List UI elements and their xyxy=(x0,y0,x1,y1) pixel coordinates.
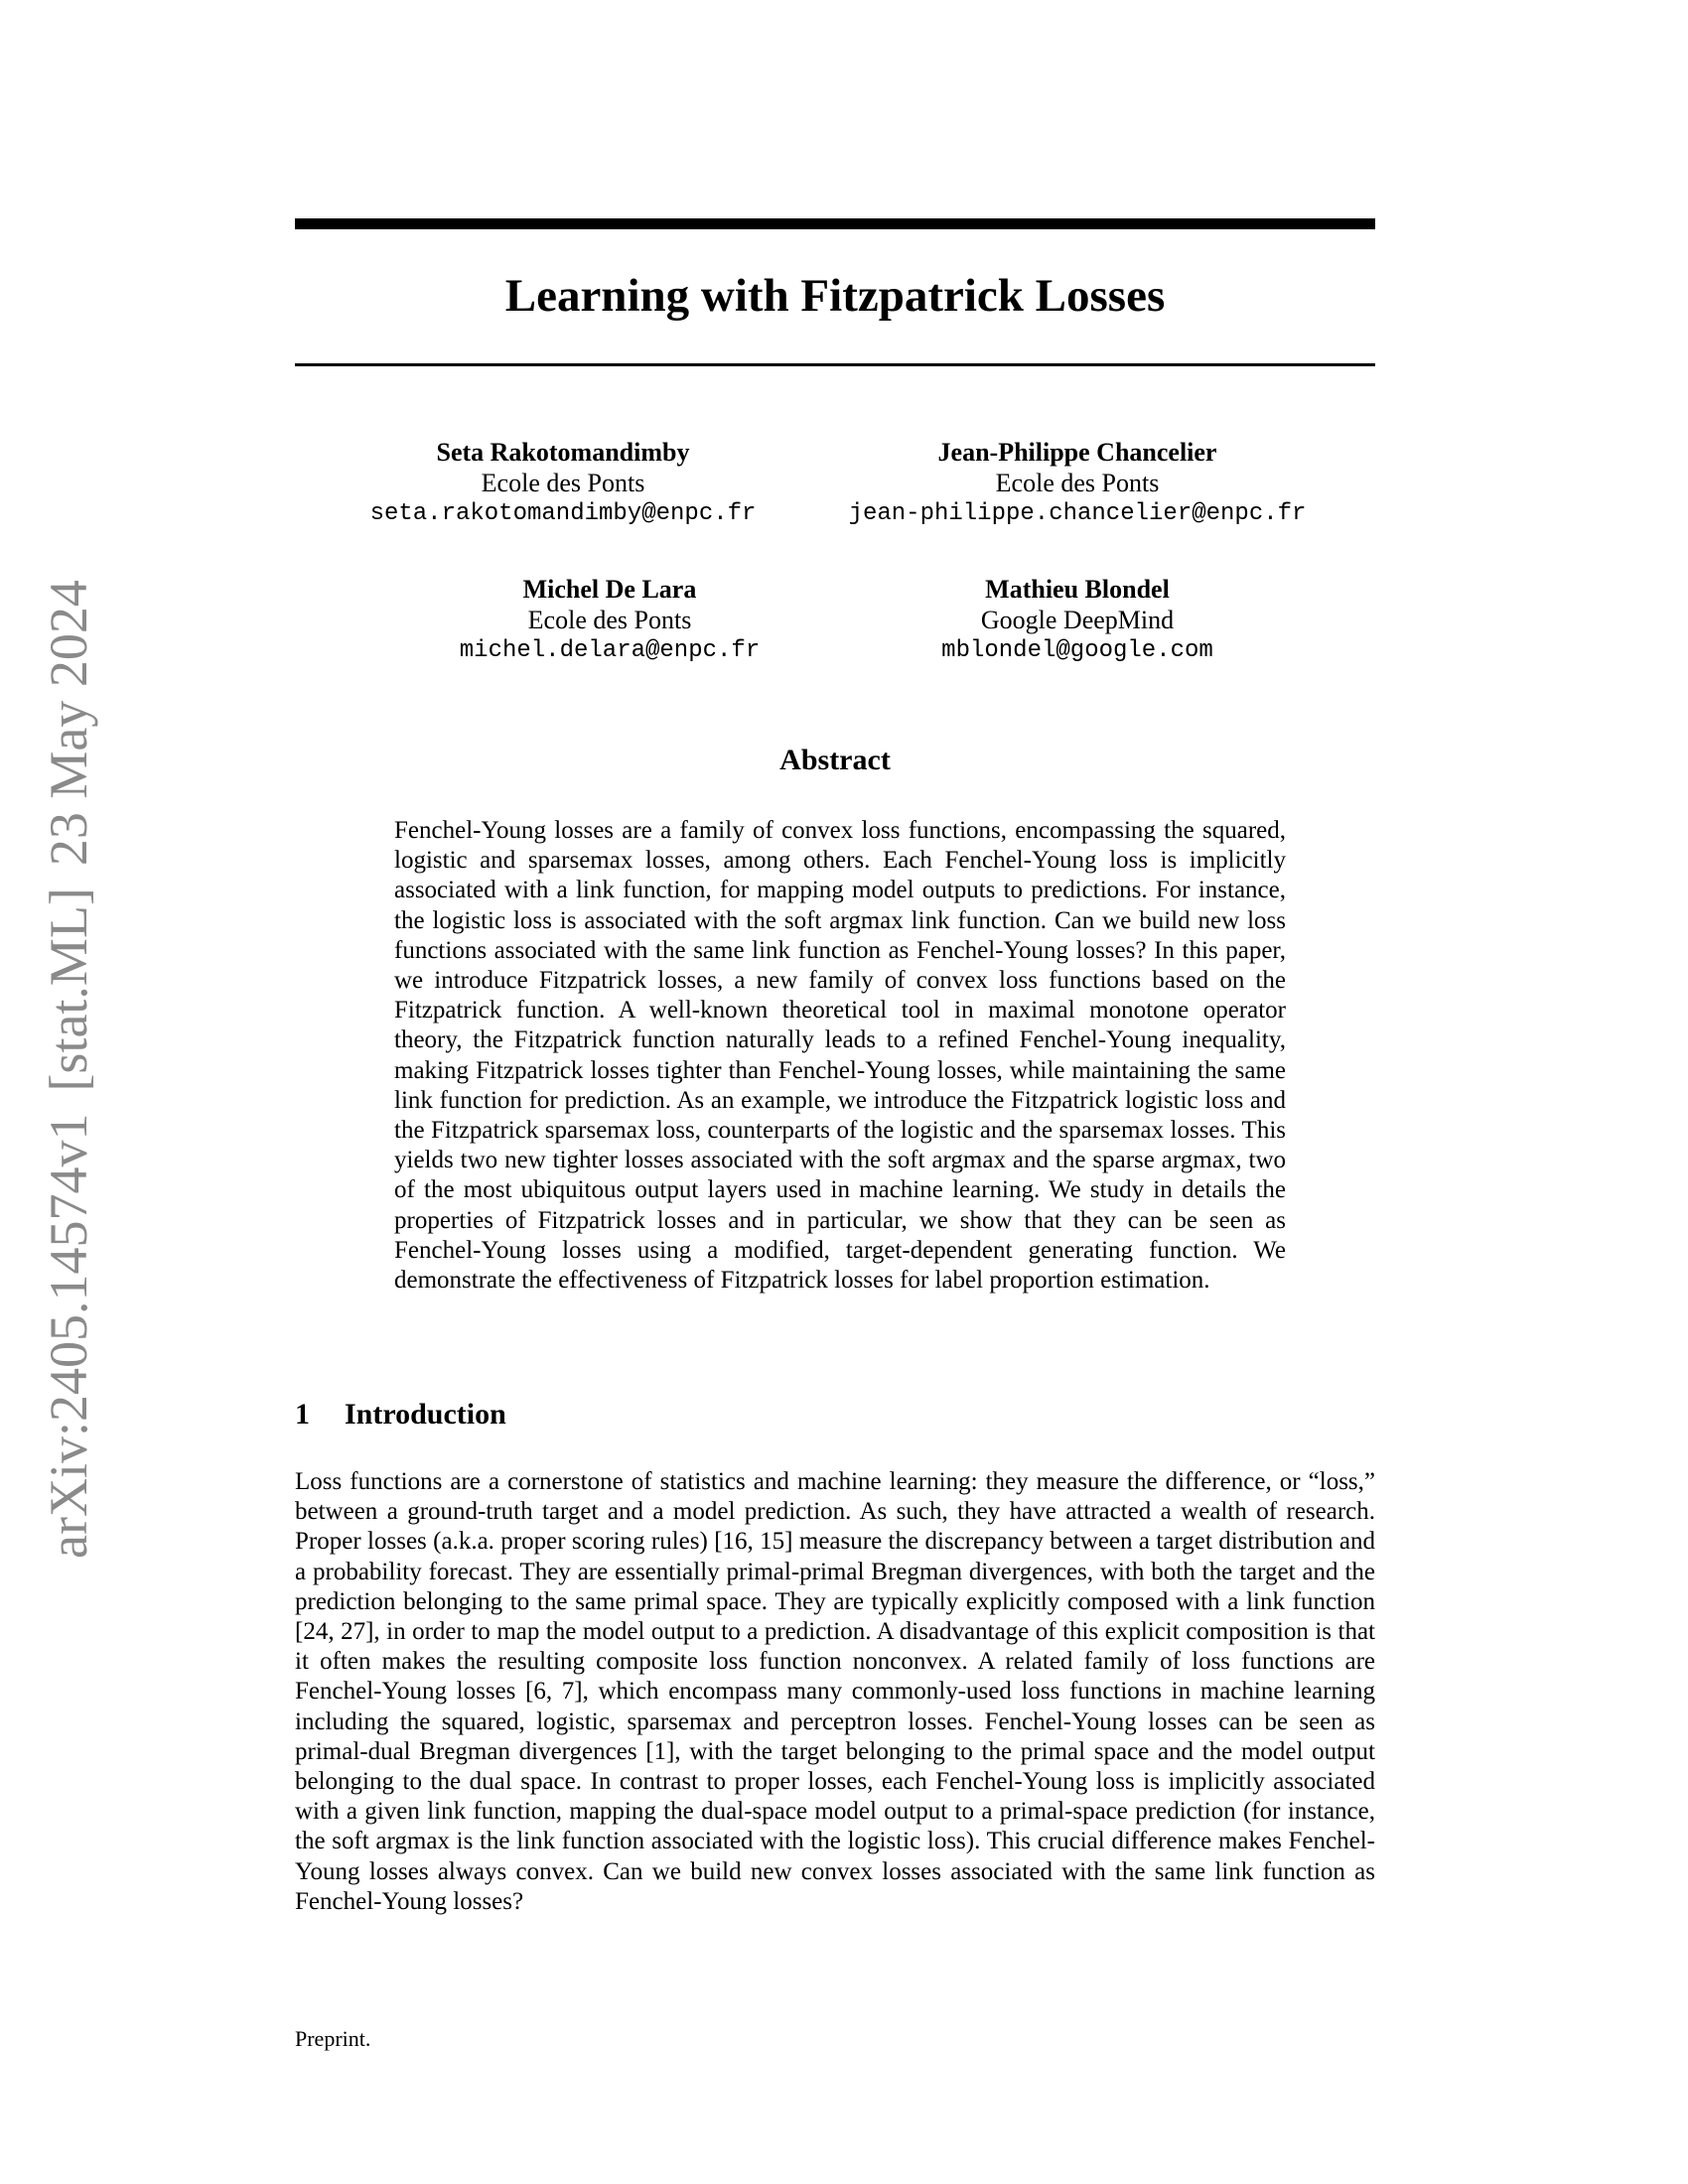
author-affiliation: Google DeepMind xyxy=(980,606,1175,634)
arxiv-id: arXiv:2405.14574v1 xyxy=(39,1113,98,1559)
author-affiliation: Ecole des Ponts xyxy=(481,469,645,497)
author-affiliation: Ecole des Ponts xyxy=(527,606,692,634)
author-email[interactable]: seta.rakotomandimby@enpc.fr xyxy=(369,500,757,527)
author-name: Seta Rakotomandimby xyxy=(436,438,690,467)
introduction-paragraph: Loss functions are a cornerstone of statistics and machine learning: they measure the difference, or “loss,” between a ground-truth target and a model prediction. As such, they have attracted a wealth of research. Proper losses (a.k.a. proper scoring rules) [16, 15] measure the discrepancy between a target distribution and a probability forecast. They are essentially primal-primal Bregman divergences, with both the target and the prediction belonging to the same primal space. They are typically explicitly composed with a link function [24, 27], in order to map the model output to a prediction. A disadvantage of this explicit composition is that it often makes the resulting composite loss function nonconvex. A related family of loss functions are Fenchel-Young losses [6, 7], which encompass many commonly-used loss functions in machine learning including the squared, logistic, sparsemax and perceptron losses. Fenchel-Young losses can be seen as primal-dual Bregman divergences [1], with the target belonging to the primal space and the model output belonging to the dual space. In contrast to proper losses, each Fenchel-Young loss is implicitly associated with a given link function, mapping the dual-space model output to a primal-space prediction (for instance, the soft argmax is the link function associated with the logistic loss). This crucial difference makes Fenchel-Young losses always convex. Can we build new convex losses associated with the same link function as Fenchel-Young losses? xyxy=(295,1468,1375,1915)
abstract-heading: Abstract xyxy=(779,744,891,776)
author-name: Jean-Philippe Chancelier xyxy=(937,438,1217,467)
abstract-text: Fenchel-Young losses are a family of convex loss functions, encompassing the squared, logistic and sparsemax losses, among others. Each Fenchel-Young loss is implicitly associated with a link function, for mapping model outputs to predictions. For instance, the logistic loss is associated with the soft argmax link function. Can we build new loss functions associated with the same link function as Fenchel-Young losses? In this paper, we introduce Fitzpatrick losses, a new family of convex loss functions based on the Fitzpatrick function. A well-known theoretical tool in maximal monotone operator theory, the Fitzpatrick function naturally leads to a refined Fenchel-Young inequality, making Fitzpatrick losses tighter than Fenchel-Young losses, while maintaining the same link function for prediction. As an example, we introduce the Fitzpatrick logistic loss and the Fitzpatrick sparsemax loss, counterparts of the logistic and the sparsemax losses. This yields two new tighter losses associated with the soft argmax and the sparse argmax, two of the most ubiquitous output layers used in machine learning. We study in details the properties of Fitzpatrick losses and in particular, we show that they can be seen as Fenchel-Young losses using a modified, target-dependent generating function. We demonstrate the effectiveness of Fitzpatrick losses for label proportion estimation. xyxy=(394,817,1286,1295)
author-email[interactable]: michel.delara@enpc.fr xyxy=(459,637,761,664)
arxiv-sidebar-stamp xyxy=(39,558,98,1559)
preprint-footnote: Preprint. xyxy=(295,2026,371,2051)
author-block xyxy=(315,437,811,529)
author-block xyxy=(361,574,858,666)
author-name: Michel De Lara xyxy=(522,575,697,604)
title-bottom-rule xyxy=(295,363,1375,366)
author-email[interactable]: jean-philippe.chancelier@enpc.fr xyxy=(848,500,1307,527)
section-title: Introduction xyxy=(345,1398,506,1431)
arxiv-category: [stat.ML] xyxy=(39,887,98,1092)
author-affiliation: Ecole des Ponts xyxy=(995,469,1160,497)
section-heading-introduction xyxy=(295,1395,506,1434)
title-top-rule xyxy=(295,218,1375,229)
author-email[interactable]: mblondel@google.com xyxy=(941,637,1213,664)
author-block xyxy=(829,574,1326,666)
arxiv-date: 23 May 2024 xyxy=(39,580,98,867)
section-number: 1 xyxy=(295,1398,310,1431)
author-name: Mathieu Blondel xyxy=(985,575,1170,604)
author-block xyxy=(829,437,1326,529)
paper-title: Learning with Fitzpatrick Losses xyxy=(504,270,1166,322)
